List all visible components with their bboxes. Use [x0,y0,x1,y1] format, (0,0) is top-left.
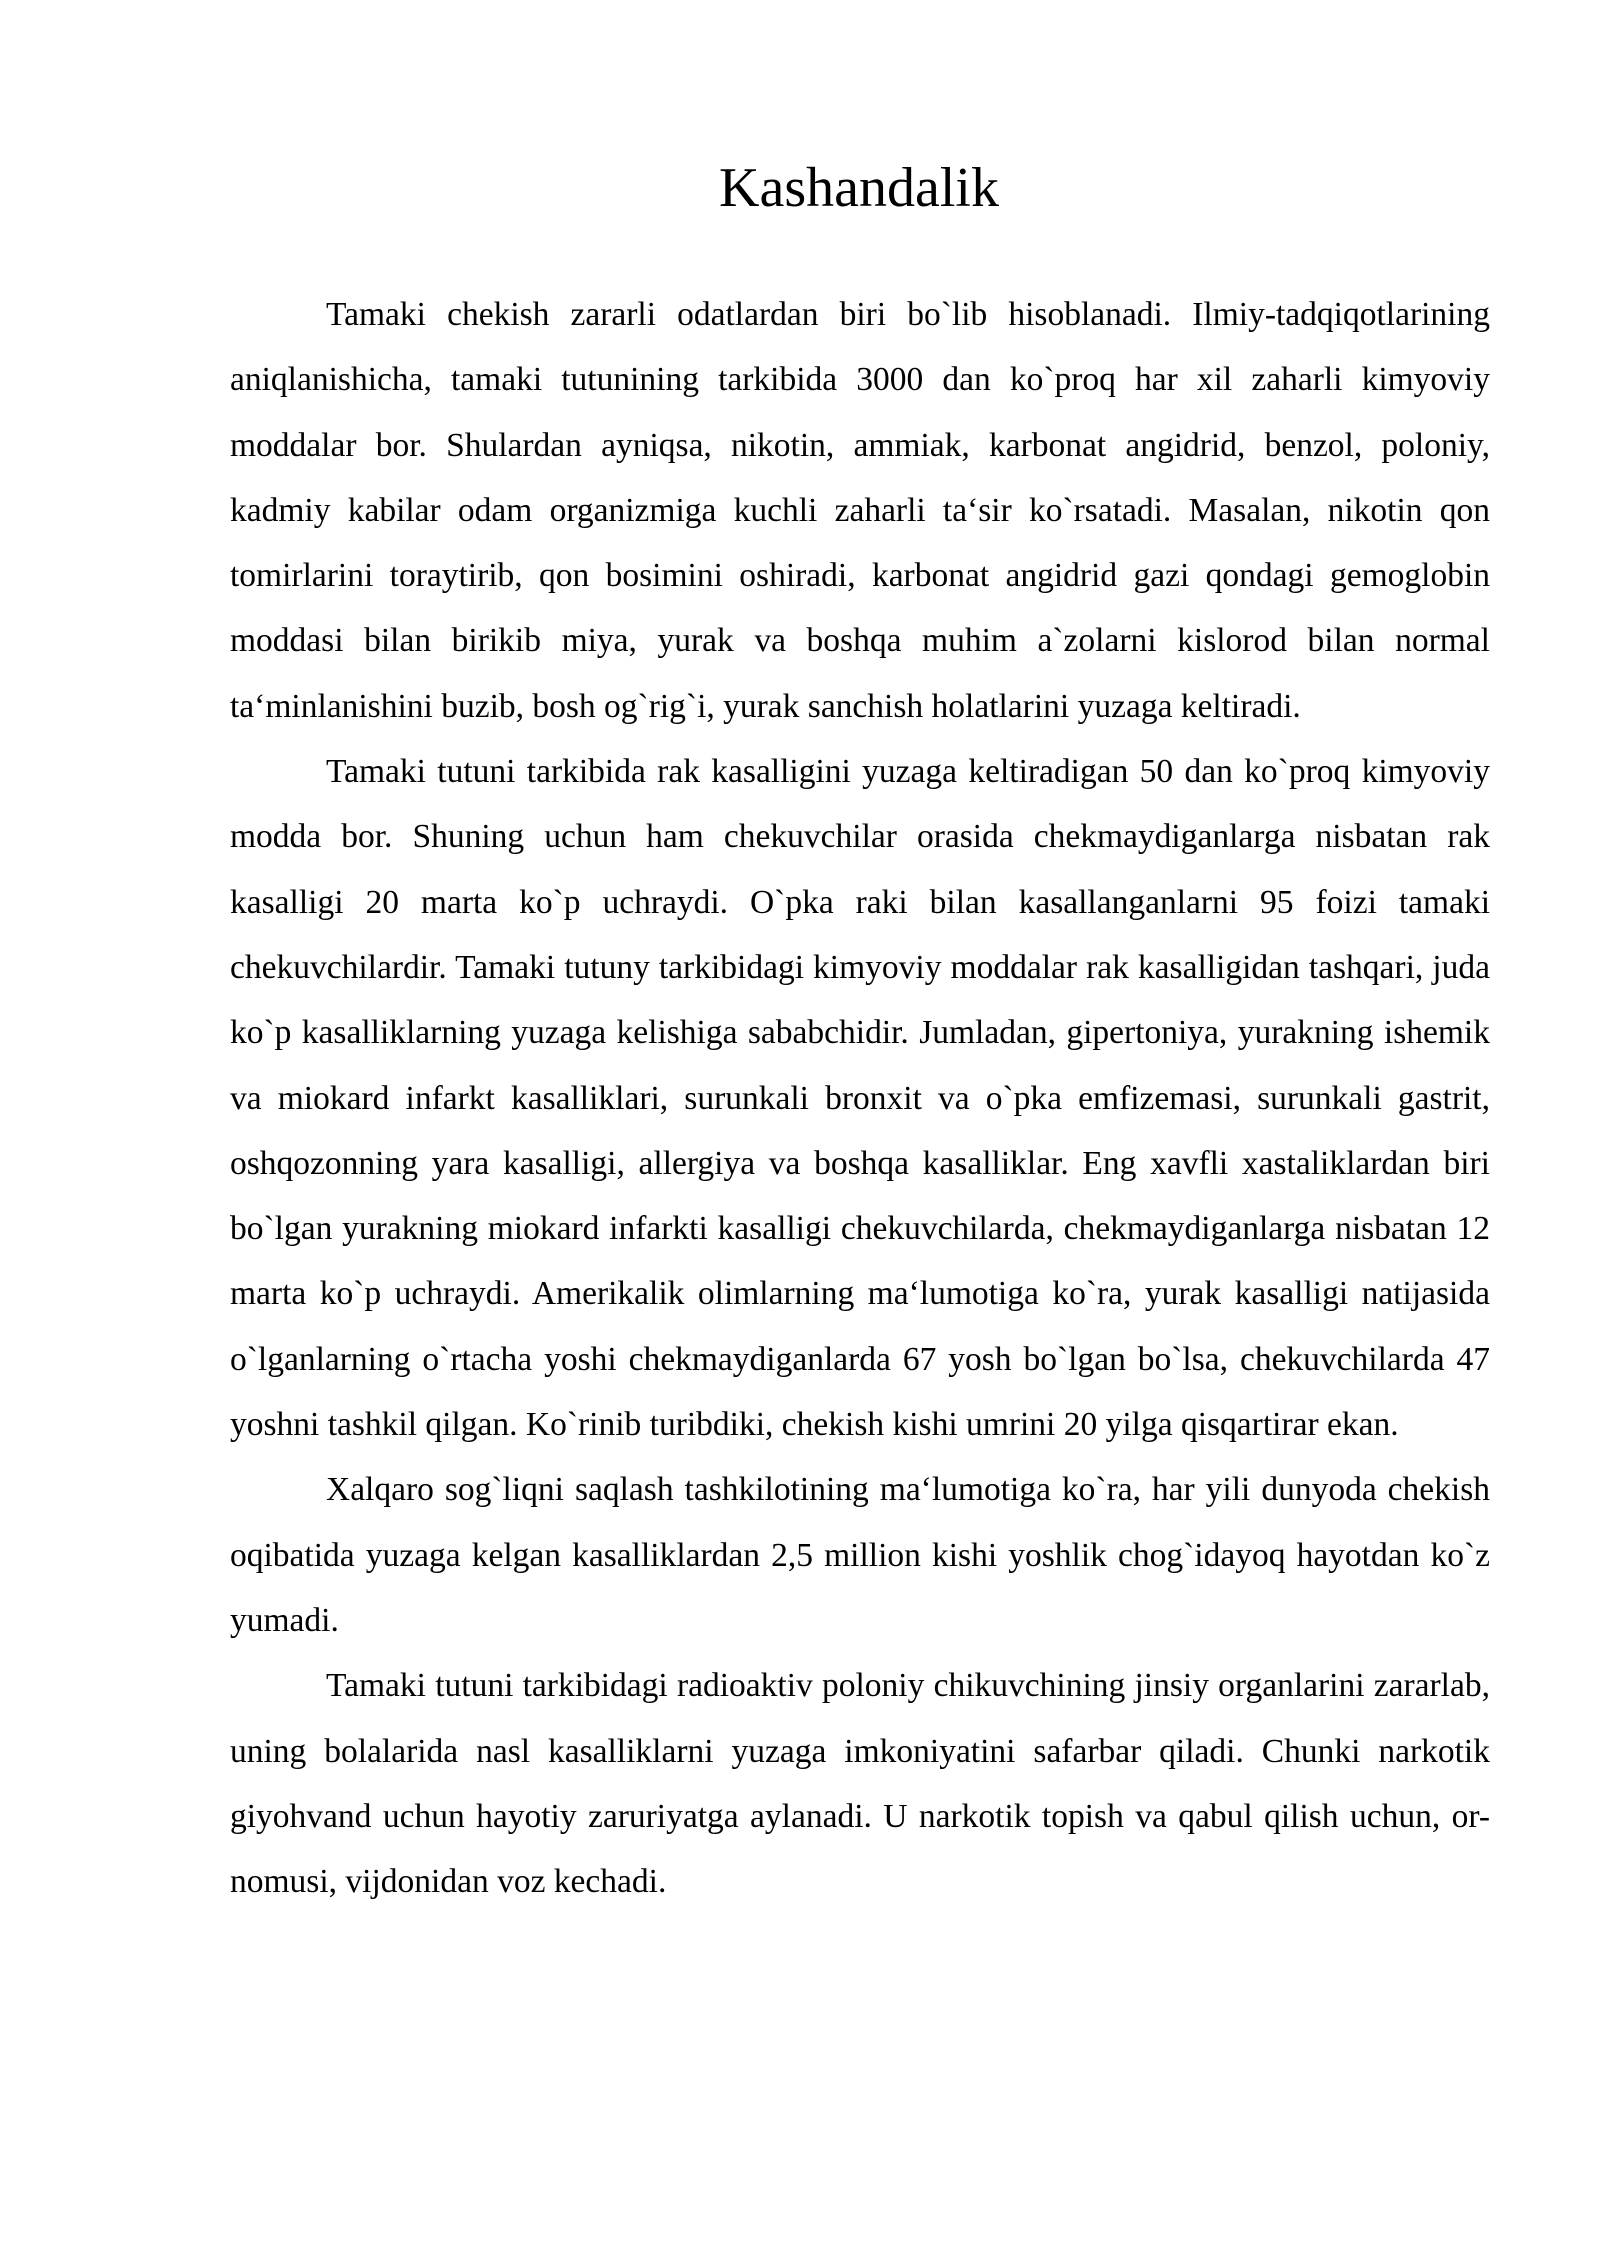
paragraph-4: Tamaki tutuni tarkibidagi radioaktiv poloniy chikuvchining jinsiy organlarini zararlab, uning bolalarida nasl kasalliklarni yuzaga imkoniyatini safarbar qiladi. Chunki narkotik giyohvand uchun hayotiy zaruriyatga aylanadi. U narkotik topish va qabul qilish uchun, or-nomusi, vijdonidan voz kechadi. [230,1667,1490,1901]
document-body [230,282,1490,1914]
document-title: Kashandalik [719,157,999,219]
paragraph-3: Xalqaro sog`liqni saqlash tashkilotining ma‘lumotiga ko`ra, har yili dunyoda chekish oqibatida yuzaga kelgan kasalliklardan 2,5 million kishi yoshlik chog`idayoq hayotdan ko`z yumadi. [230,1471,1490,1639]
paragraph-2: Tamaki tutuni tarkibida rak kasalligini yuzaga keltiradigan 50 dan ko`proq kimyoviy modda bor. Shuning uchun ham chekuvchilar orasida chekmaydiganlarga nisbatan rak kasalligi 20 marta ko`p uchraydi. O`pka raki bilan kasallanganlarni 95 foizi tamaki chekuvchilardir. Tamaki tutuny tarkibidagi kimyoviy moddalar rak kasalligidan tashqari, juda ko`p kasalliklarning yuzaga kelishiga sababchidir. Jumladan, gipertoniya, yurakning ishemik va miokard infarkt kasalliklari, surunkali bronxit va o`pka emfizemasi, surunkali gastrit, oshqozonning yara kasalligi, allergiya va boshqa kasalliklar. Eng xavfli xastaliklardan biri bo`lgan yurakning miokard infarkti kasalligi chekuvchilarda, chekmaydiganlarga nisbatan 12 marta ko`p uchraydi. Amerikalik olimlarning ma‘lumotiga ko`ra, yurak kasalligi natijasida o`lganlarning o`rtacha yoshi chekmaydiganlarda 67 yosh bo`lgan bo`lsa, chekuvchilarda 47 yoshni tashkil qilgan. Ko`rinib turibdiki, chekish kishi umrini 20 yilga qisqartirar ekan. [230,753,1490,1444]
paragraph-1: Tamaki chekish zararli odatlardan biri bo`lib hisoblanadi. Ilmiy-tadqiqotlarining aniqlanishicha, tamaki tutunining tarkibida 3000 dan ko`proq har xil zaharli kimyoviy moddalar bor. Shulardan ayniqsa, nikotin, ammiak, karbonat angidrid, benzol, poloniy, kadmiy kabilar odam organizmiga kuchli zaharli ta‘sir ko`rsatadi. Masalan, nikotin qon tomirlarini toraytirib, qon bosimini oshiradi, karbonat angidrid gazi qondagi gemoglobin moddasi bilan birikib miya, yurak va boshqa muhim a`zolarni kislorod bilan normal ta‘minlanishini buzib, bosh og`rig`i, yurak sanchish holatlarini yuzaga keltiradi. [230,296,1490,725]
